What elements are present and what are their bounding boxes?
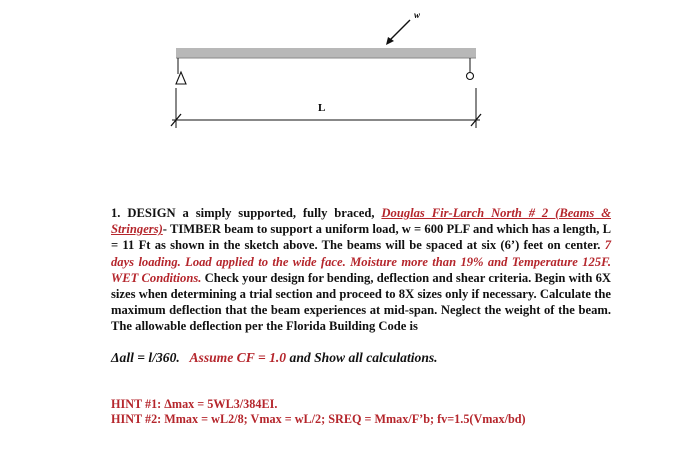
problem-number: 1. <box>111 206 121 220</box>
roller-support <box>467 73 474 80</box>
loading-conditions: 7 days loading. Load applied to the wide face. Moisture more than 19% and Temperature 125F. WET Conditions. <box>111 238 611 285</box>
span-label: L <box>318 102 326 114</box>
species-link[interactable]: Douglas Fir-Larch North # 2 (Beams & Stringers) <box>111 206 611 237</box>
beam-sketch <box>0 0 700 160</box>
load-label: w <box>414 10 421 20</box>
hint-1: HINT #1: Δmax = 5WL3/384EI. <box>111 397 278 411</box>
problem-text-1: DESIGN a simply supported, fully braced, <box>127 206 375 220</box>
problem-text-2: - TIMBER beam to support a uniform load, w = 600 PLF and which has a length, L = 11 Ft as shown in the sketch above. The beams will be spaced at six (6’) feet on center. <box>111 222 611 253</box>
hint-2: HINT #2: Mmax = wL2/8; Vmax = wL/2; SREQ = Mmax/F’b; fv=1.5(Vmax/bd) <box>111 412 526 426</box>
hints <box>111 397 526 427</box>
allowable-deflection: Δall = l/360. <box>111 350 180 365</box>
load-arrow-head <box>386 37 394 45</box>
beam <box>176 48 476 58</box>
deflection-criteria <box>111 350 438 366</box>
assume-cf: Assume CF = 1.0 <box>189 350 287 365</box>
show-calculations: and Show all calculations. <box>289 350 438 365</box>
load-arrow <box>388 20 410 42</box>
problem-text-3: Check your design for bending, deflection and shear criteria. Begin with 6X sizes when determining a trial section and proceed to 8X sizes only if necessary. Calculate the maximum deflection that the beam experiences at mid-span. Neglect the weight of the beam. The allowable deflection per the Florida Building Code is <box>111 270 611 334</box>
problem-statement <box>111 205 611 335</box>
